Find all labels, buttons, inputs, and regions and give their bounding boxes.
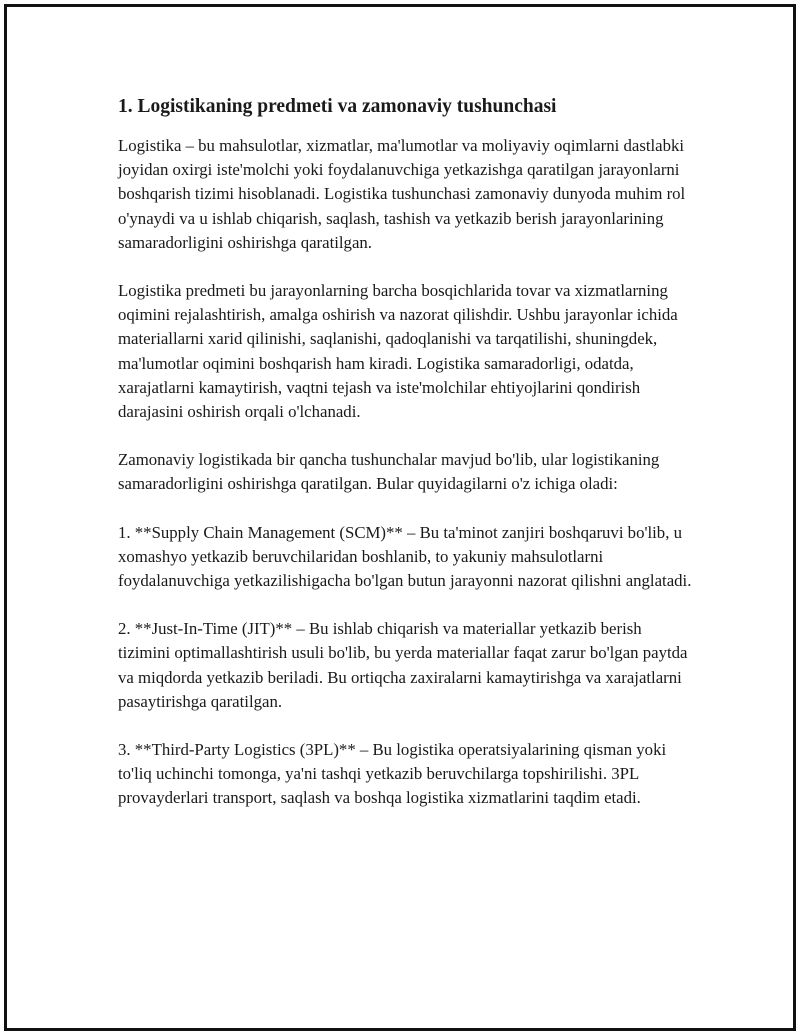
paragraph-concepts-intro: Zamonaviy logistikada bir qancha tushunchalar mavjud bo'lib, ular logistikaning samaradorligini oshirishga qaratilgan. Bular quyidagilarni o'z ichiga oladi: (118, 450, 660, 494)
list-item-3pl: 3. **Third-Party Logistics (3PL)** – Bu logistika operatsiyalarining qisman yoki to'liq uchinchi tomonga, ya'ni tashqi yetkazib beruvchilarga topshirilishi. 3PL provayderlari transport, saqlash va boshqa logistika xizmatlarini taqdim etadi. (118, 740, 667, 808)
list-item-scm: 1. **Supply Chain Management (SCM)** – Bu ta'minot zanjiri boshqaruvi bo'lib, u xomashyo yetkazib beruvchilaridan boshlanib, to yakuniy mahsulotlarni foydalanuvchiga yetkazilishigacha bo'lgan butun jarayonni nazorat qilishni anglatadi. (118, 522, 692, 591)
list-item-jit: 2. **Just-In-Time (JIT)** – Bu ishlab chiqarish va materiallar yetkazib berish tizimini optimallashtirish usuli bo'lib, bu yerda materiallar faqat zarur bo'lgan paytda va miqdorda yetkazib beriladi. Bu ortiqcha zaxiralarni kamaytirishga va xarajatlarni pasaytirishga qaratilgan. (118, 619, 688, 711)
paragraph-definition: Logistika – bu mahsulotlar, xizmatlar, ma'lumotlar va moliyaviy oqimlarni dastlabki joyidan oxirgi iste'molchi yoki foydalanuvchiga yetkazishga qaratilgan jarayonlarni boshqarish tizimi hisoblanadi. Logistika tushunchasi zamonaviy dunyoda muhim rol o'ynaydi va u ishlab chiqarish, saqlash, tashish va yetkazib berish jarayonlarining samaradorligini oshirishga qaratilgan. (118, 136, 686, 252)
paragraph-subject: Logistika predmeti bu jarayonlarning barcha bosqichlarida tovar va xizmatlarning oqimini rejalashtirish, amalga oshirish va nazorat qilishdir. Ushbu jarayonlar ichida materiallarni xarid qilinishi, saqlanishi, qadoqlanishi va tarqatilishi, shuningdek, ma'lumotlar oqimini boshqarish ham kiradi. Logistika samaradorligi, odatda, xarajatlarni kamaytirish, vaqtni tejash va iste'molchilar ehtiyojlarini qondirish darajasini oshirish orqali o'lchanadi. (118, 281, 678, 422)
document-body (118, 94, 698, 835)
section-heading: 1. Logistikaning predmeti va zamonaviy tushunchasi (118, 96, 557, 117)
